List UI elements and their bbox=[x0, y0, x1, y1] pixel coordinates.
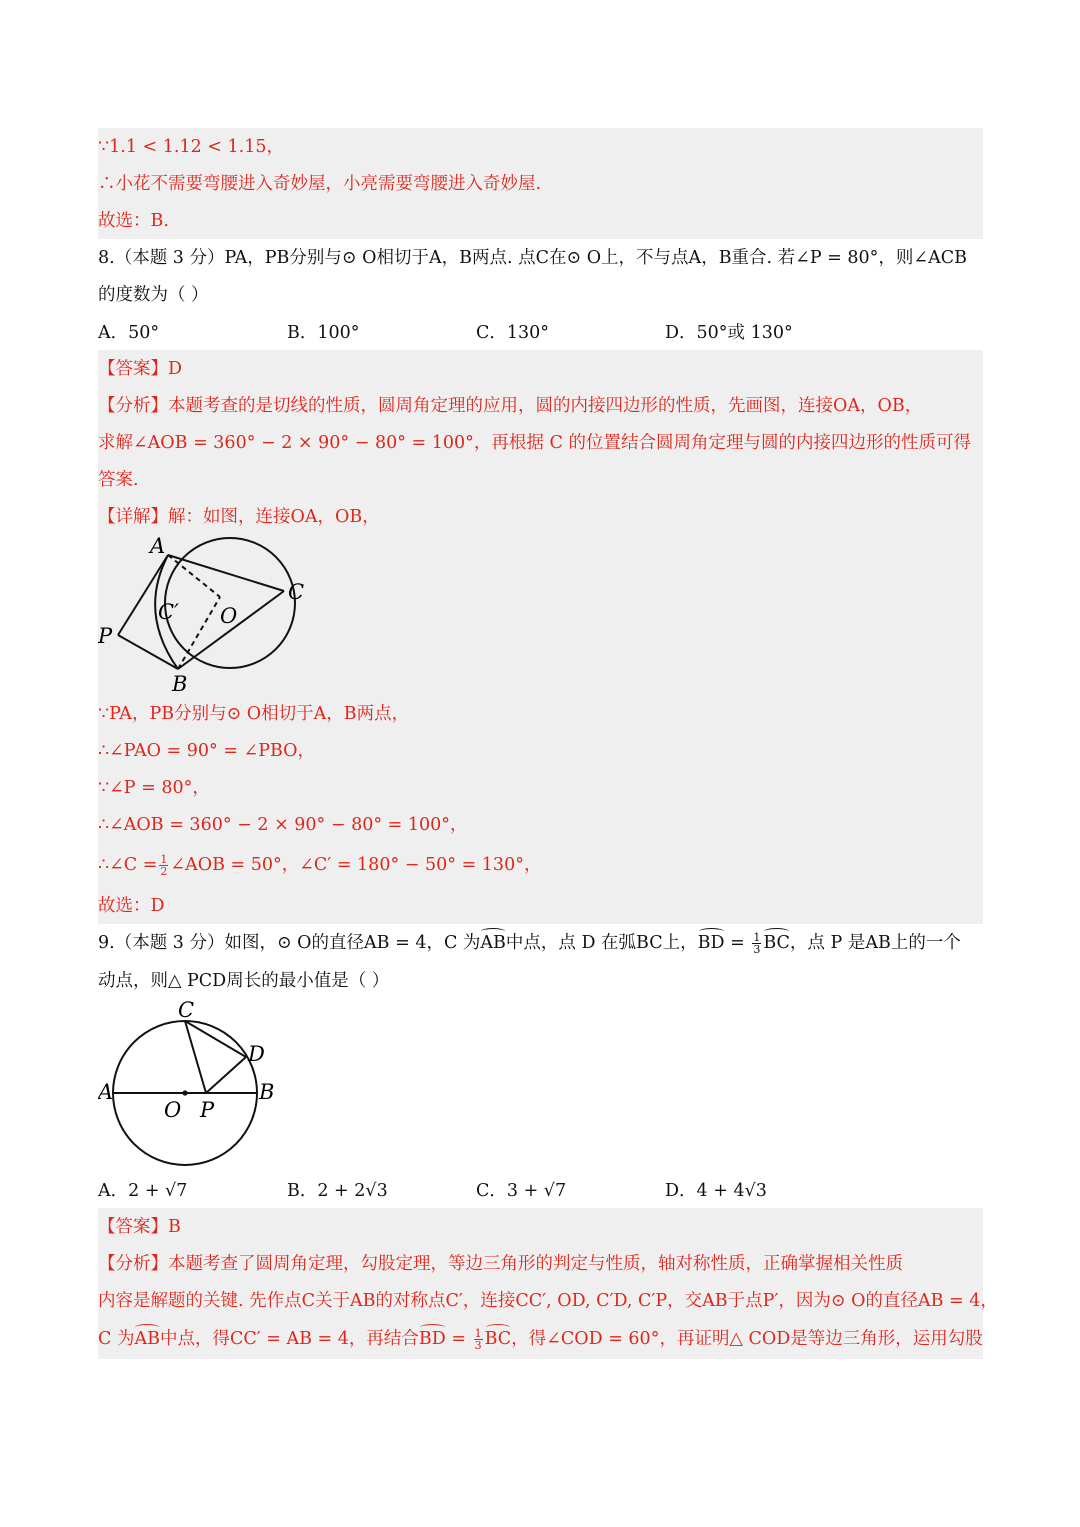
q8-fraction-half bbox=[159, 854, 168, 877]
prev-line-2: ∴小花不需要弯腰进入奇妙屋，小亮需要弯腰进入奇妙屋. bbox=[98, 173, 542, 194]
q9-analysis-arc-bc: BC bbox=[484, 1329, 512, 1349]
q8-answer: 【答案】D bbox=[98, 358, 183, 379]
q8-step-4: ∴∠AOB = 360° − 2 × 90° − 80° = 100°， bbox=[98, 814, 468, 835]
q8-label-p: P bbox=[98, 624, 113, 648]
q8-circle bbox=[165, 538, 295, 668]
q9-analysis-fraction-den: 3 bbox=[474, 1338, 482, 1352]
q8-option-a: A．50° bbox=[98, 323, 160, 343]
q9-analysis-line-1: 【分析】本题考查了圆周角定理，勾股定理，等边三角形的判定与性质，轴对称性质，正确掌握相关性质 bbox=[98, 1253, 903, 1274]
q9-analysis-part-2: 中点，得CC′ = AB = 4，再结合 bbox=[159, 1329, 419, 1349]
q8-detail: 【详解】解：如图，连接OA，OB， bbox=[98, 506, 380, 527]
q8-analysis-line-3: 答案. bbox=[98, 469, 139, 490]
q9-fraction-den: 3 bbox=[753, 942, 761, 956]
q8-chord-bc bbox=[178, 591, 284, 669]
q9-option-d: D．4 + 4√3 bbox=[665, 1181, 767, 1201]
q9-stem-part-1: 9.（本题 3 分）如图，⊙ O的直径AB = 4，C 为 bbox=[98, 933, 481, 953]
previous-solution-block bbox=[98, 128, 983, 239]
q8-label-c: C bbox=[288, 580, 305, 604]
q8-option-b: B．100° bbox=[287, 323, 360, 343]
q9-analysis-fraction bbox=[474, 1328, 483, 1351]
q9-label-b: B bbox=[259, 1080, 275, 1104]
q8-fraction-num: 1 bbox=[160, 852, 168, 866]
q9-arc-bd: BD bbox=[697, 933, 725, 953]
q9-stem-part-3: ，点 P 是AB上的一个 bbox=[789, 933, 961, 953]
q8-label-o: O bbox=[220, 604, 238, 628]
q9-fraction-num: 1 bbox=[753, 930, 761, 944]
q9-label-o: O bbox=[164, 1098, 182, 1122]
q9-label-d: D bbox=[248, 1042, 265, 1066]
q8-radius-ob bbox=[178, 597, 220, 669]
q8-option-c: C．130° bbox=[476, 323, 550, 343]
q9-option-b: B．2 + 2√3 bbox=[287, 1181, 388, 1201]
q9-analysis-line-3 bbox=[98, 1319, 983, 1359]
q9-analysis-arc-bd: BD bbox=[418, 1329, 446, 1349]
q9-figure bbox=[98, 999, 983, 1171]
q9-stem-line-2: 动点，则△ PCD周长的最小值是（ ） bbox=[98, 970, 390, 991]
q9-analysis-part-1: C 为 bbox=[98, 1329, 135, 1349]
document-page bbox=[98, 128, 998, 1359]
q8-step-2: ∴∠PAO = 90° = ∠PBO， bbox=[98, 740, 316, 761]
q8-chord-ac bbox=[168, 555, 284, 591]
q8-label-cprime: C′ bbox=[158, 600, 179, 624]
q8-solution-block bbox=[98, 350, 983, 924]
q9-stem-line-1 bbox=[98, 924, 983, 962]
q8-option-d: D．50°或 130° bbox=[665, 323, 793, 343]
prev-line-3: 故选：B. bbox=[98, 210, 169, 231]
q9-fraction-third bbox=[752, 932, 761, 955]
q8-stem-line-1: 8.（本题 3 分）PA，PB分别与⊙ O相切于A，B两点. 点C在⊙ O上，不与点A，B重合. 若∠P = 80°，则∠ACB bbox=[98, 247, 967, 268]
q9-analysis-line-2: 内容是解题的关键. 先作点C关于AB的对称点C′，连接CC′, OD, C′D, C′P，交AB于点P′，因为⊙ O的直径AB = 4， bbox=[98, 1290, 998, 1311]
q8-figure bbox=[98, 535, 983, 695]
q8-label-b: B bbox=[172, 672, 188, 695]
prev-line-1: ∵1.1 < 1.12 < 1.15， bbox=[98, 136, 284, 157]
q9-equals: = bbox=[724, 933, 751, 953]
q9-label-a: A bbox=[98, 1080, 114, 1104]
q8-options bbox=[98, 313, 983, 350]
q9-options bbox=[98, 1171, 983, 1208]
q8-tangent-pb bbox=[118, 635, 178, 669]
q9-arc-ab: AB bbox=[480, 933, 506, 953]
q8-fraction-den: 2 bbox=[160, 864, 168, 878]
q9-analysis-equals: = bbox=[445, 1329, 472, 1349]
q9-stem-part-2: 中点，点 D 在弧BC上， bbox=[505, 933, 698, 953]
q9-label-p: P bbox=[200, 1098, 215, 1122]
q9-analysis-arc-ab: AB bbox=[134, 1329, 160, 1349]
q9-circle-diagram bbox=[98, 999, 298, 1171]
q8-analysis-line-1: 【分析】本题考查的是切线的性质，圆周角定理的应用，圆的内接四边形的性质，先画图，连接OA，OB， bbox=[98, 395, 923, 416]
q8-step-5-start: ∴∠C = bbox=[98, 855, 158, 875]
q9-center-dot bbox=[182, 1090, 187, 1095]
q8-stem-line-2: 的度数为（ ） bbox=[98, 284, 209, 305]
q8-step-3: ∵∠P = 80°， bbox=[98, 777, 210, 798]
q9-analysis-part-3: ，得∠COD = 60°，再证明△ COD是等边三角形，运用勾股 bbox=[511, 1329, 983, 1349]
q8-circle-diagram bbox=[98, 535, 318, 695]
q9-solution-block bbox=[98, 1208, 998, 1359]
q9-arc-bc: BC bbox=[763, 933, 790, 953]
q8-label-a: A bbox=[150, 535, 166, 558]
q9-option-a: A．2 + √7 bbox=[98, 1181, 188, 1201]
q9-label-c: C bbox=[178, 999, 195, 1022]
q8-radius-oa bbox=[168, 555, 220, 597]
q8-step-1: ∵PA，PB分别与⊙ O相切于A，B两点， bbox=[98, 703, 410, 724]
q9-answer: 【答案】B bbox=[98, 1216, 181, 1237]
q9-segment-dp bbox=[206, 1057, 246, 1093]
q9-option-c: C．3 + √7 bbox=[476, 1181, 567, 1201]
q8-step-6: 故选：D bbox=[98, 895, 165, 916]
q8-analysis-line-2: 求解∠AOB = 360° − 2 × 90° − 80° = 100°，再根据 C 的位置结合圆周角定理与圆的内接四边形的性质可得 bbox=[98, 432, 971, 453]
q8-step-5 bbox=[98, 843, 983, 887]
q9-analysis-fraction-num: 1 bbox=[474, 1326, 482, 1340]
q8-step-5-end: ∠AOB = 50°，∠C′ = 180° − 50° = 130°， bbox=[170, 855, 542, 875]
